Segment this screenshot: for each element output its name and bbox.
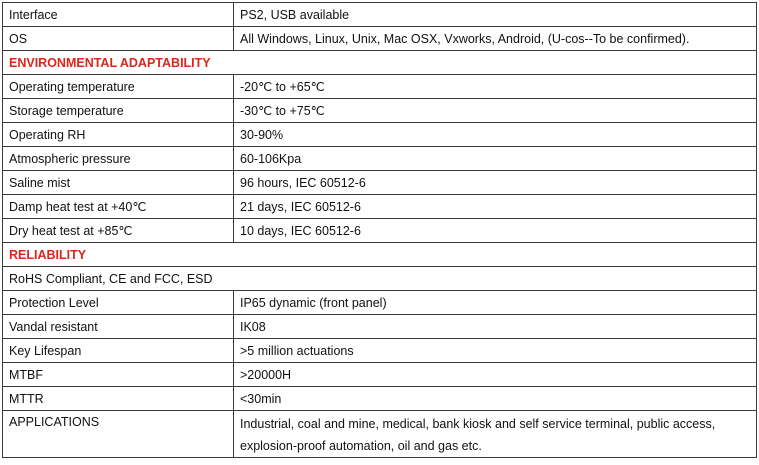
spec-value: Industrial, coal and mine, medical, bank kiosk and self service terminal, public access, explosion-proof automation, oil and gas etc. [234,411,757,458]
spec-label: Atmospheric pressure [3,147,234,171]
spec-value: 21 days, IEC 60512-6 [234,195,757,219]
spec-label: APPLICATIONS [3,411,234,458]
spec-value: 60-106Kpa [234,147,757,171]
spec-label: Storage temperature [3,99,234,123]
spec-label: MTTR [3,387,234,411]
spec-label: Protection Level [3,291,234,315]
section-heading: RELIABILITY [3,243,757,267]
spec-value: IK08 [234,315,757,339]
table-row-mtbf [3,363,757,387]
table-row-rohs [3,267,757,291]
spec-value: <30min [234,387,757,411]
spec-label: Operating temperature [3,75,234,99]
table-row-storage-temperature [3,99,757,123]
table-row-damp-heat-test [3,195,757,219]
spec-table [2,2,757,458]
spec-label: Interface [3,3,234,27]
section-environmental-adaptability [3,51,757,75]
spec-label: Key Lifespan [3,339,234,363]
spec-label: OS [3,27,234,51]
spec-label: Dry heat test at +85℃ [3,219,234,243]
spec-value: All Windows, Linux, Unix, Mac OSX, Vxworks, Android, (U-cos--To be confirmed). [234,27,757,51]
section-heading: ENVIRONMENTAL ADAPTABILITY [3,51,757,75]
spec-full-row: RoHS Compliant, CE and FCC, ESD [3,267,757,291]
table-row-saline-mist [3,171,757,195]
spec-label: Vandal resistant [3,315,234,339]
spec-value: 30-90% [234,123,757,147]
table-row-mttr [3,387,757,411]
spec-value: -20℃ to +65℃ [234,75,757,99]
table-row-os [3,27,757,51]
table-row-operating-temperature [3,75,757,99]
spec-label: Operating RH [3,123,234,147]
table-row-applications [3,411,757,458]
spec-value: 10 days, IEC 60512-6 [234,219,757,243]
spec-value: IP65 dynamic (front panel) [234,291,757,315]
table-row-operating-rh [3,123,757,147]
table-row-protection-level [3,291,757,315]
spec-value: 96 hours, IEC 60512-6 [234,171,757,195]
table-row-atmospheric-pressure [3,147,757,171]
spec-value: PS2, USB available [234,3,757,27]
spec-value: >5 million actuations [234,339,757,363]
table-row-interface [3,3,757,27]
spec-label: Saline mist [3,171,234,195]
table-row-key-lifespan [3,339,757,363]
spec-label: MTBF [3,363,234,387]
spec-value: -30℃ to +75℃ [234,99,757,123]
table-row-dry-heat-test [3,219,757,243]
spec-label: Damp heat test at +40℃ [3,195,234,219]
table-row-vandal-resistant [3,315,757,339]
spec-value: >20000H [234,363,757,387]
section-reliability [3,243,757,267]
